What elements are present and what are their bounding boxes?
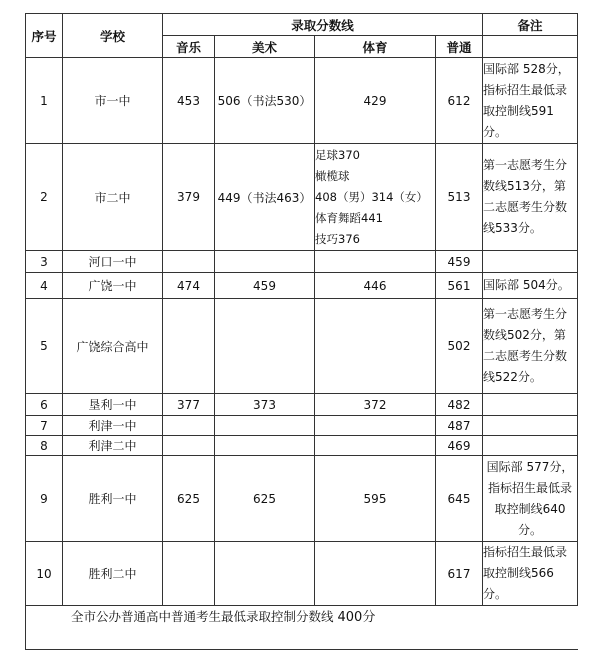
remark-line: 线533分。 [483, 221, 542, 235]
row-pe [315, 394, 436, 416]
remark-line: 数线502分，第 [483, 328, 566, 342]
row-general: 617 [436, 542, 483, 606]
remark-line: 指标招生最低录 [488, 480, 573, 495]
remark-line: 分。 [483, 587, 508, 601]
row-remark [483, 58, 578, 144]
row-music [163, 436, 215, 456]
table-row [26, 436, 578, 456]
remark-line: 取控制线566 [483, 566, 554, 580]
row-pe [315, 58, 436, 144]
row-remark [483, 416, 578, 436]
row-music: 474 [163, 273, 215, 299]
row-seq: 2 [26, 144, 63, 251]
pe-line: 446 [363, 278, 387, 293]
row-general: 502 [436, 299, 483, 394]
row-pe [315, 251, 436, 273]
remark-line: 线522分。 [483, 370, 542, 384]
remark-line: 国际部 504分。 [483, 278, 570, 292]
header-score-group: 录取分数线 [163, 14, 483, 36]
row-school: 利津二中 [63, 436, 163, 456]
header-remark: 备注 [483, 14, 578, 36]
row-seq: 7 [26, 416, 63, 436]
row-pe [315, 542, 436, 606]
remark-line: 分。 [518, 522, 543, 537]
table-row [26, 58, 578, 144]
row-art [215, 416, 315, 436]
table-row [26, 273, 578, 299]
row-art [215, 251, 315, 273]
row-school: 利津一中 [63, 416, 163, 436]
row-school: 胜利二中 [63, 542, 163, 606]
row-pe [315, 416, 436, 436]
row-seq: 6 [26, 394, 63, 416]
row-music: 379 [163, 144, 215, 251]
pe-line: 体育舞蹈441 [315, 210, 383, 225]
row-seq: 1 [26, 58, 63, 144]
header-music: 音乐 [163, 36, 215, 58]
remark-line: 国际部 577分， [486, 459, 574, 474]
header-seq: 序号 [26, 14, 63, 58]
row-general: 459 [436, 251, 483, 273]
pe-line: 429 [363, 93, 387, 108]
row-remark [483, 456, 578, 542]
row-pe [315, 436, 436, 456]
pe-line: 372 [363, 397, 387, 412]
remark-line: 第一志愿考生分 [483, 307, 568, 321]
row-art: 459 [215, 273, 315, 299]
remark-line: 指标招生最低录 [483, 82, 568, 97]
footer-note [26, 606, 578, 650]
row-pe [315, 273, 436, 299]
row-remark [483, 436, 578, 456]
pe-line: 595 [363, 491, 387, 506]
remark-line: 分。 [483, 124, 508, 139]
header-remark-blank [483, 36, 578, 58]
table-row [26, 299, 578, 394]
table-row [26, 416, 578, 436]
row-school: 广饶综合高中 [63, 299, 163, 394]
table-row [26, 144, 578, 251]
row-remark [483, 251, 578, 273]
row-music: 625 [163, 456, 215, 542]
row-remark [483, 394, 578, 416]
header-pe: 体育 [315, 36, 436, 58]
row-seq: 4 [26, 273, 63, 299]
row-music [163, 251, 215, 273]
table-row [26, 456, 578, 542]
row-school: 胜利一中 [63, 456, 163, 542]
row-pe [315, 456, 436, 542]
row-art: 373 [215, 394, 315, 416]
row-general: 469 [436, 436, 483, 456]
row-school: 市二中 [63, 144, 163, 251]
row-general: 482 [436, 394, 483, 416]
row-remark [483, 299, 578, 394]
footer-value: 400分 [337, 610, 376, 625]
row-general: 645 [436, 456, 483, 542]
row-seq: 9 [26, 456, 63, 542]
row-art: 625 [215, 456, 315, 542]
row-general: 513 [436, 144, 483, 251]
header-general: 普通 [436, 36, 483, 58]
row-music: 377 [163, 394, 215, 416]
row-general: 561 [436, 273, 483, 299]
row-pe [315, 299, 436, 394]
row-music: 453 [163, 58, 215, 144]
header-art: 美术 [215, 36, 315, 58]
row-school: 广饶一中 [63, 273, 163, 299]
pe-line: 橄榄球 [315, 168, 350, 183]
remark-line: 指标招生最低录 [483, 545, 568, 559]
remark-line: 二志愿考生分数 [483, 349, 568, 363]
remark-line: 取控制线640 [494, 501, 566, 516]
row-music [163, 299, 215, 394]
row-remark [483, 542, 578, 606]
table-row [26, 394, 578, 416]
row-seq: 10 [26, 542, 63, 606]
row-music [163, 542, 215, 606]
row-seq: 8 [26, 436, 63, 456]
table-row [26, 251, 578, 273]
remark-line: 二志愿考生分数 [483, 200, 568, 214]
admission-score-table [25, 13, 578, 650]
table-row [26, 542, 578, 606]
row-art [215, 299, 315, 394]
row-remark [483, 273, 578, 299]
remark-line: 国际部 528分， [483, 61, 570, 76]
row-seq: 3 [26, 251, 63, 273]
footer-text: 全市公办普通高中普通考生最低录取控制分数线 [71, 609, 334, 624]
row-general: 487 [436, 416, 483, 436]
row-seq: 5 [26, 299, 63, 394]
row-school: 市一中 [63, 58, 163, 144]
remark-line: 取控制线591 [483, 103, 554, 118]
pe-line: 足球370 [315, 147, 360, 162]
remark-line: 第一志愿考生分 [483, 158, 568, 172]
row-art: 449（书法463） [215, 144, 315, 251]
row-pe [315, 144, 436, 251]
row-general: 612 [436, 58, 483, 144]
row-remark [483, 144, 578, 251]
row-music [163, 416, 215, 436]
row-school: 河口一中 [63, 251, 163, 273]
row-school: 垦利一中 [63, 394, 163, 416]
remark-line: 数线513分，第 [483, 179, 566, 193]
row-art [215, 542, 315, 606]
header-school: 学校 [63, 14, 163, 58]
pe-line: 技巧376 [315, 231, 360, 246]
row-art [215, 436, 315, 456]
pe-line: 408（男）314（女） [315, 189, 428, 204]
row-art: 506（书法530） [215, 58, 315, 144]
